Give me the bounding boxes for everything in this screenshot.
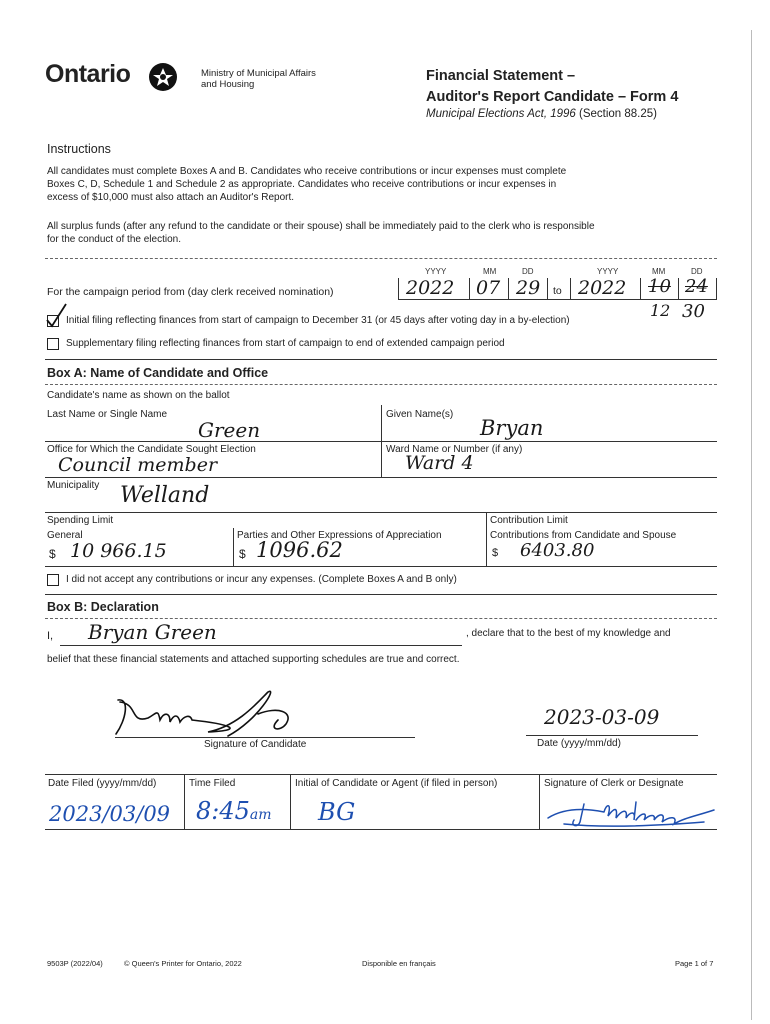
ministry-line2: and Housing (201, 79, 255, 90)
row-rule (45, 566, 717, 567)
to-mm-label: MM (652, 267, 666, 276)
parties-label: Parties and Other Expressions of Appreciation (237, 530, 442, 541)
from-dd-label: DD (522, 267, 534, 276)
from-month-value[interactable]: 07 (476, 277, 501, 299)
form-title (426, 66, 678, 108)
municipality-label: Municipality (47, 480, 100, 491)
to-yyyy-label: YYYY (597, 267, 619, 276)
clerk-signature-image (544, 798, 722, 830)
instructions-p1-line3: excess of $10,000 must also attach an Auditor's Report. (47, 192, 295, 203)
act-name: Municipal Elections Act, 1996 (426, 108, 576, 120)
last-name-value[interactable]: Green (198, 418, 261, 442)
french-availability: Disponible en français (362, 959, 436, 968)
divider (45, 618, 717, 619)
parties-value[interactable]: 1096.62 (256, 538, 343, 562)
time-filed-label: Time Filed (189, 778, 236, 789)
given-names-label: Given Name(s) (386, 409, 454, 420)
parties-dollar-sign: $ (239, 547, 246, 561)
box-a-top-rule (45, 359, 717, 360)
field-divider (381, 405, 382, 441)
page-number: Page 1 of 7 (675, 959, 714, 968)
ward-label: Ward Name or Number (if any) (386, 444, 523, 455)
time-filed-suffix: am (249, 807, 272, 823)
ministry-line1: Ministry of Municipal Affairs (201, 68, 316, 79)
field-divider (486, 512, 487, 566)
box-a-heading: Box A: Name of Candidate and Office (47, 366, 269, 380)
box-divider (469, 278, 470, 300)
initial-filing-label: Initial filing reflecting finances from start of campaign to December 31 (or 45 days after voting day in a by-election) (66, 315, 570, 326)
declaration-i: I, (47, 630, 54, 642)
time-filed-value[interactable] (196, 797, 272, 825)
initial-value[interactable]: BG (318, 798, 356, 826)
field-divider (290, 774, 291, 829)
copyright: © Queen's Printer for Ontario, 2022 (124, 959, 242, 968)
filing-top-rule (45, 774, 717, 775)
signature-label: Signature of Candidate (204, 739, 307, 750)
box-divider (678, 278, 679, 300)
box-b-heading: Box B: Declaration (47, 600, 159, 614)
last-name-label: Last Name or Single Name (47, 409, 168, 420)
divider (45, 258, 717, 259)
campaign-period-label: For the campaign period from (day clerk received nomination) (47, 286, 334, 298)
ballot-name-label: Candidate's name as shown on the ballot (47, 390, 230, 401)
to-dd-label: DD (691, 267, 703, 276)
general-dollar-sign: $ (49, 547, 56, 561)
act-reference (426, 108, 657, 120)
to-month-value-crossed[interactable]: 10 (648, 276, 671, 297)
supplementary-filing-label: Supplementary filing reflecting finances from start of campaign to end of extended campaign period (66, 338, 505, 349)
contribution-limit-label: Contribution Limit (490, 515, 568, 526)
instructions-p2-line1: All surplus funds (after any refund to the candidate or their spouse) shall be immediately paid to the clerk who is responsible (47, 221, 595, 232)
declare-text: , declare that to the best of my knowledge and (466, 628, 671, 639)
date-filed-label: Date Filed (yyyy/mm/dd) (48, 778, 157, 789)
ontario-trillium-icon (148, 62, 178, 92)
date-filed-value[interactable]: 2023/03/09 (49, 802, 171, 826)
box-divider (398, 278, 399, 300)
instructions-p2-line2: for the conduct of the election. (47, 234, 181, 245)
box-baseline (398, 299, 717, 300)
contrib-dollar-sign: $ (492, 547, 499, 559)
office-label: Office for Which the Candidate Sought Election (47, 444, 256, 455)
from-year-value[interactable]: 2022 (406, 277, 455, 299)
box-divider (508, 278, 509, 300)
date-line (526, 735, 698, 736)
given-names-value[interactable]: Bryan (480, 416, 544, 440)
declarant-name-value[interactable]: Bryan Green (88, 620, 217, 644)
instructions-p1-line1: All candidates must complete Boxes A and B. Candidates who receive contributions or incur expenses must complete (47, 166, 567, 177)
from-mm-label: MM (483, 267, 497, 276)
field-divider (381, 441, 382, 477)
row-rule (45, 477, 717, 478)
from-day-value[interactable]: 29 (516, 277, 541, 299)
office-value[interactable]: Council member (58, 454, 218, 476)
municipality-value[interactable]: Welland (120, 483, 210, 508)
spending-limit-label: Spending Limit (47, 515, 114, 526)
general-label: General (47, 530, 83, 541)
to-day-corrected-value[interactable]: 30 (682, 301, 705, 322)
field-divider (233, 528, 234, 566)
box-divider (640, 278, 641, 300)
title-line1: Financial Statement – (426, 68, 576, 84)
ontario-logo-text: Ontario (45, 60, 131, 88)
title-line2: Auditor's Report Candidate – Form 4 (426, 89, 679, 105)
contrib-candidate-spouse-label: Contributions from Candidate and Spouse (490, 530, 677, 541)
scan-edge-line (751, 30, 752, 1020)
declaration-date-value[interactable]: 2023-03-09 (544, 705, 660, 729)
box-divider (547, 278, 548, 300)
act-section: (Section 88.25) (579, 108, 657, 120)
time-filed-hours: 8:45 (196, 797, 250, 825)
divider (45, 384, 717, 385)
field-divider (184, 774, 185, 829)
from-yyyy-label: YYYY (425, 267, 447, 276)
instructions-heading: Instructions (47, 142, 111, 156)
supplementary-filing-checkbox[interactable] (47, 338, 59, 350)
row-rule (45, 512, 717, 513)
clerk-signature-label: Signature of Clerk or Designate (544, 778, 684, 789)
to-day-value-crossed[interactable]: 24 (685, 276, 708, 297)
no-contributions-checkbox[interactable] (47, 574, 59, 586)
name-line (60, 645, 462, 646)
box-divider (716, 278, 717, 300)
instructions-p1-line2: Boxes C, D, Schedule 1 and Schedule 2 as appropriate. Candidates who receive contributions or incur expenses in (47, 179, 557, 190)
filing-bottom-rule (45, 829, 717, 830)
box-b-top-rule (45, 594, 717, 595)
no-contributions-label: I did not accept any contributions or incur any expenses. (Complete Boxes A and B only) (66, 574, 457, 585)
form-code: 9503P (2022/04) (47, 959, 103, 968)
to-label: to (553, 285, 562, 297)
to-month-corrected-value[interactable]: 12 (650, 301, 671, 320)
ministry-name (201, 68, 316, 90)
general-value[interactable]: 10 966.15 (70, 540, 167, 562)
checkmark-icon (44, 302, 68, 328)
instructions-paragraph-2 (47, 220, 595, 246)
box-divider (570, 278, 571, 300)
signature-line (115, 737, 415, 738)
candidate-signature-image (108, 690, 358, 742)
to-year-value[interactable]: 2022 (578, 277, 627, 299)
instructions-paragraph-1 (47, 165, 566, 204)
initial-label: Initial of Candidate or Agent (if filed in person) (295, 778, 498, 789)
contrib-value[interactable]: 6403.80 (520, 540, 595, 561)
ward-value[interactable]: Ward 4 (405, 452, 474, 474)
field-divider (539, 774, 540, 829)
date-label: Date (yyyy/mm/dd) (537, 738, 621, 749)
belief-text: belief that these financial statements and attached supporting schedules are true and correct. (47, 654, 460, 665)
